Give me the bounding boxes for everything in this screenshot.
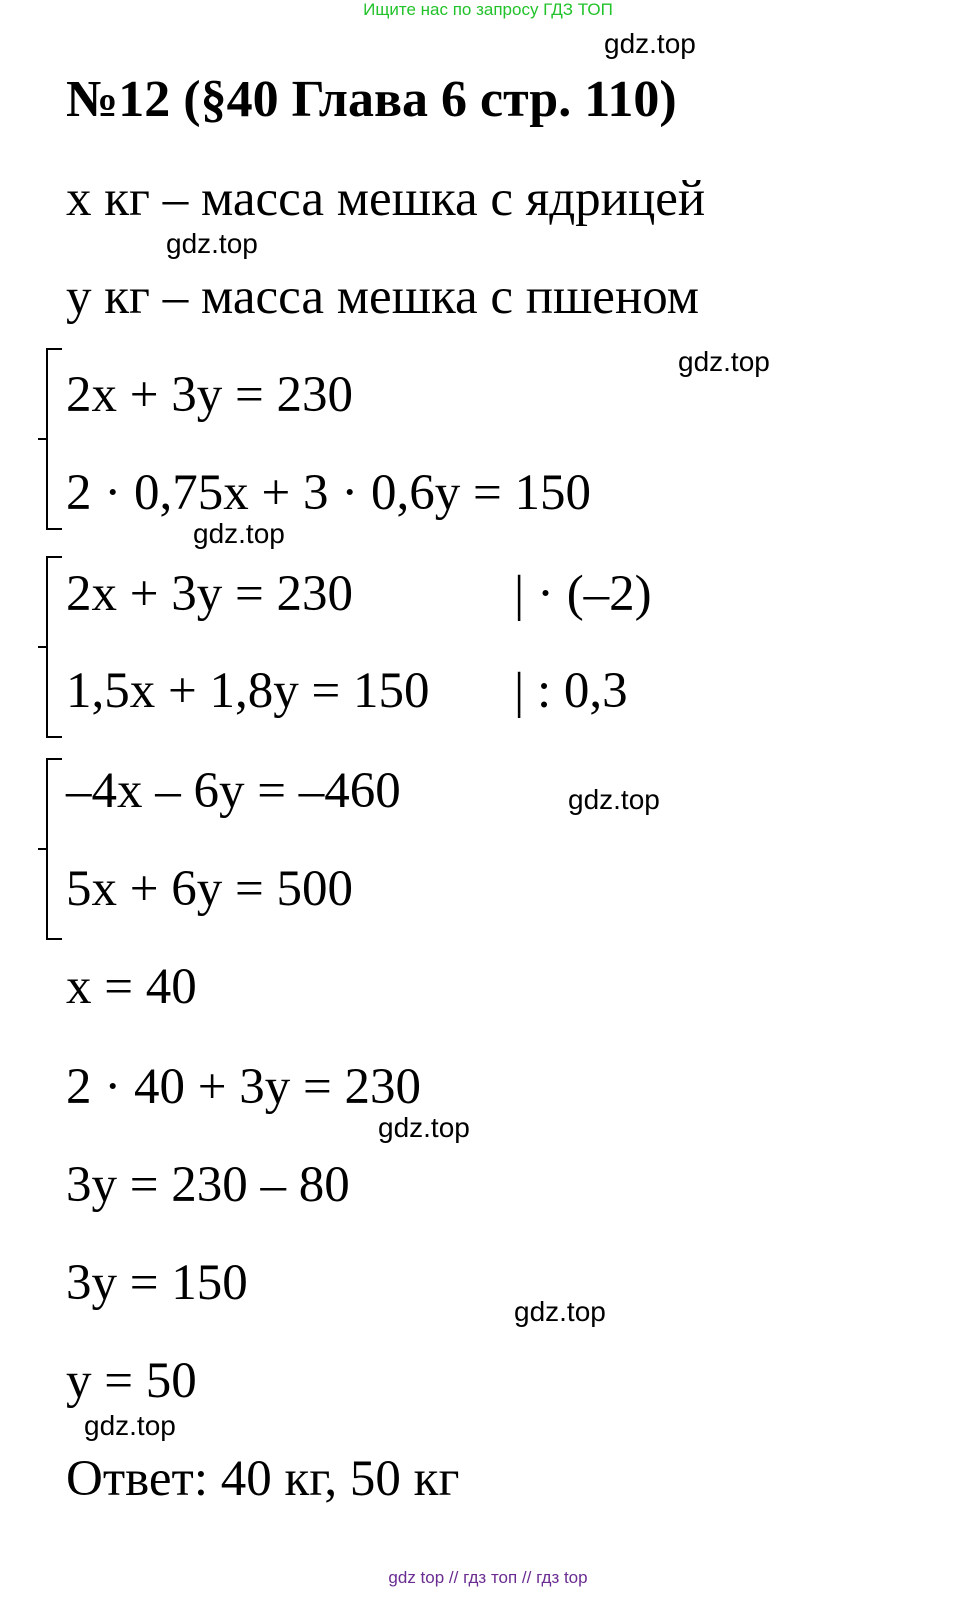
system3-equation-2: 5x + 6y = 500: [66, 861, 354, 917]
system2-operation-2: | : 0,3: [514, 663, 628, 719]
step-4: 3y = 150: [66, 1255, 248, 1311]
system1-equation-2: 2 · 0,75x + 3 · 0,6y = 150: [66, 465, 591, 521]
watermark: gdz.top: [678, 346, 770, 377]
search-banner: Ищите нас по запросу ГДЗ ТОП: [363, 0, 613, 19]
step-1: x = 40: [66, 959, 197, 1015]
watermark: gdz.top: [378, 1112, 470, 1143]
system1-equation-1: 2x + 3y = 230: [66, 367, 354, 423]
step-3: 3y = 230 – 80: [66, 1157, 350, 1213]
watermark: gdz.top: [166, 228, 258, 259]
step-5: y = 50: [66, 1353, 197, 1409]
system2-operation-1: | · (–2): [514, 566, 652, 622]
watermark: gdz.top: [84, 1410, 176, 1441]
system3-equation-1: –4x – 6y = –460: [66, 763, 401, 819]
watermark: gdz.top: [568, 784, 660, 815]
definition-x: x кг – масса мешка с ядрицей: [66, 171, 706, 227]
definition-y: y кг – масса мешка с пшеном: [66, 269, 700, 325]
step-2: 2 · 40 + 3y = 230: [66, 1059, 422, 1115]
watermark: gdz.top: [193, 518, 285, 549]
system-brace: [46, 556, 62, 738]
page-title: №12 (§40 Глава 6 стр. 110): [66, 71, 677, 128]
watermark: gdz.top: [514, 1296, 606, 1327]
answer: Ответ: 40 кг, 50 кг: [66, 1451, 460, 1507]
system-brace: [46, 348, 62, 530]
watermark: gdz.top: [604, 28, 696, 59]
footer-links: gdz top // гдз топ // гдз top: [388, 1568, 588, 1587]
system2-equation-2: 1,5x + 1,8y = 150: [66, 663, 430, 719]
system-brace: [46, 758, 62, 940]
system2-equation-1: 2x + 3y = 230: [66, 566, 354, 622]
